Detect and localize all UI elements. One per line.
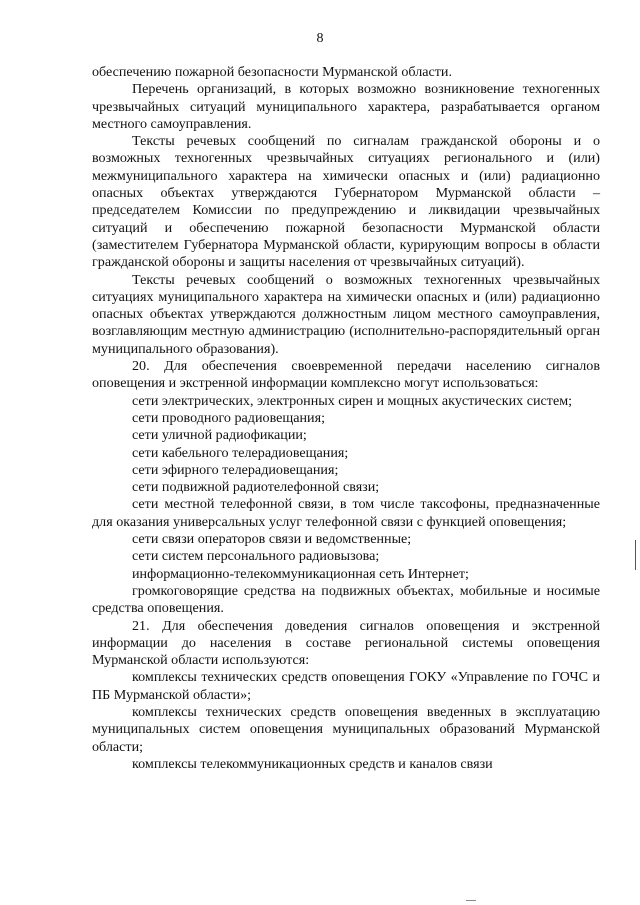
paragraph: Тексты речевых сообщений по сигналам гражданской обороны и о возможных техногенных чрезвычайных ситуациях регионального и (или) межмуниципального характера на химически опасных и (или) радиационно опасных объектах утверждаются Губернатором Мурманской области – председателем Комиссии по предупреждению и ликвидации чрезвычайных ситуаций и обеспечению пожарной безопасности Мурманской области (заместителем Губернатора Мурманской области, курирующим вопросы в области гражданской обороны и защиты населения от чрезвычайных ситуаций). <box>92 133 600 271</box>
list-item: информационно-телекоммуникационная сеть Интернет; <box>132 565 469 582</box>
scan-edge-mark <box>635 540 636 570</box>
list-item: комплексы технических средств оповещения ГОКУ «Управление по ГОЧС и ПБ Мурманской области»; <box>92 669 600 703</box>
list-item: громкоговорящие средства на подвижных объектах, мобильные и носимые средства оповещения. <box>92 582 600 617</box>
list-item: сети уличной радиофикации; <box>132 427 307 444</box>
list-item: сети кабельного телерадиовещания; <box>132 444 349 461</box>
list-item: сети систем персонального радиовызова; <box>132 548 380 565</box>
list-item: сети подвижной радиотелефонной связи; <box>132 479 380 496</box>
paragraph: 20. Для обеспечения своевременной передачи населению сигналов оповещения и экстренной информации комплексно могут использоваться: <box>92 358 600 392</box>
list-item: сети связи операторов связи и ведомственные; <box>132 531 412 548</box>
list-item: комплексы технических средств оповещения введенных в эксплуатацию муниципальных систем оповещения муниципальных образований Мурманской области; <box>92 703 600 755</box>
paragraph: Тексты речевых сообщений о возможных техногенных чрезвычайных ситуациях муниципального характера на химически опасных и (или) радиационно опасных объектах утверждаются должностным лицом местного самоуправления, возглавляющим местную администрацию (исполнительно-распорядительный орган муниципального образования). <box>92 271 600 357</box>
list-item: сети эфирного телерадиовещания; <box>132 461 339 478</box>
page-number: 8 <box>316 31 324 46</box>
list-item: сети проводного радиовещания; <box>132 409 325 426</box>
list-item: комплексы телекоммуникационных средств и каналов связи <box>132 755 493 772</box>
paragraph: обеспечению пожарной безопасности Мурманской области. <box>92 64 452 80</box>
scan-bottom-mark <box>466 900 476 901</box>
list-item: сети местной телефонной связи, в том числе таксофоны, предназначенные для оказания универсальных услуг телефонной связи с функцией оповещения; <box>92 496 600 530</box>
paragraph: 21. Для обеспечения доведения сигналов оповещения и экстренной информации до населения в составе региональной системы оповещения Мурманской области используются: <box>92 617 600 669</box>
list-item: сети электрических, электронных сирен и мощных акустических систем; <box>132 392 573 409</box>
document-body <box>92 64 600 773</box>
paragraph: Перечень организаций, в которых возможно возникновение техногенных чрезвычайных ситуаций муниципального характера, разрабатывается органом местного самоуправления. <box>92 81 600 132</box>
